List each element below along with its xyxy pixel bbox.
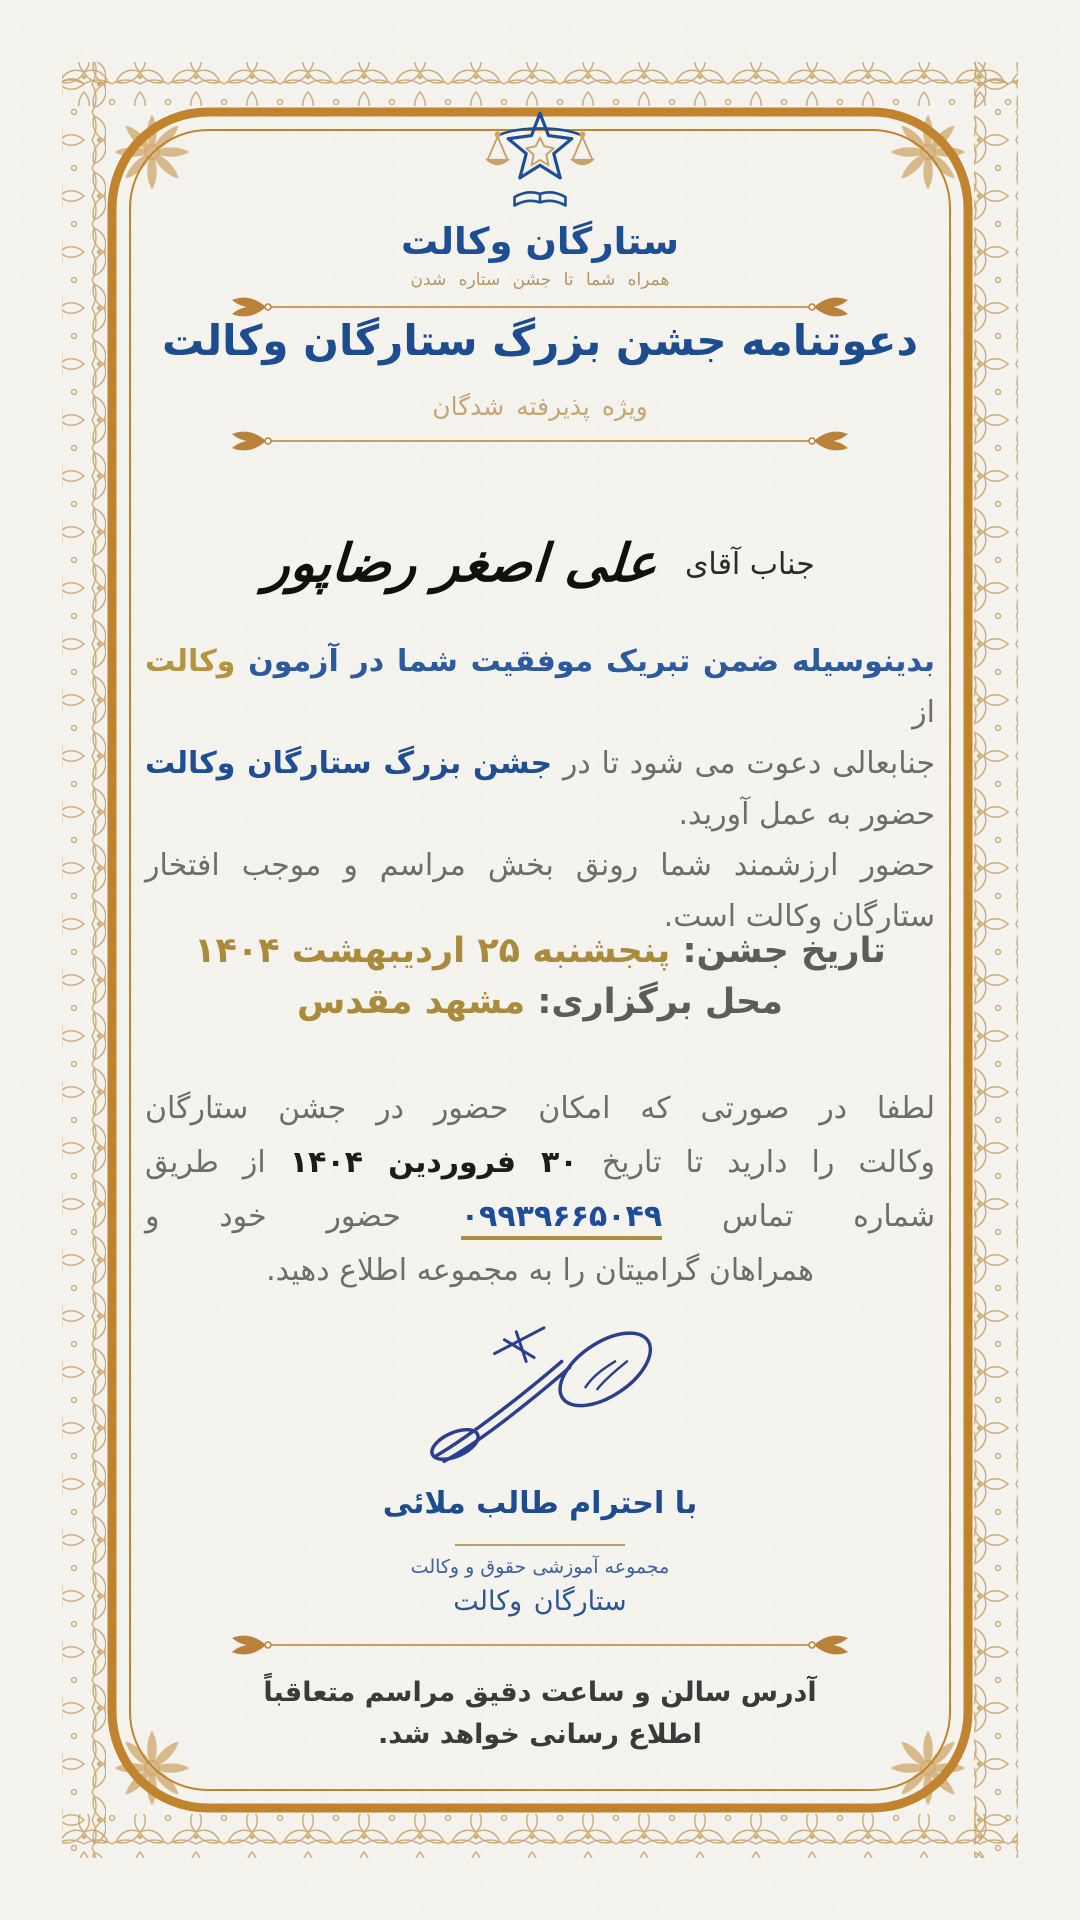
event-date-line — [0, 926, 1080, 977]
ornamental-divider-icon — [230, 426, 850, 456]
body-line — [145, 1082, 935, 1136]
event-venue-label: محل برگزاری: — [525, 982, 783, 1022]
left-scale-pan-icon — [485, 132, 510, 166]
contact-phone-number[interactable]: ۰۹۹۳۹۶۶۵۰۴۹ — [461, 1199, 662, 1240]
body-text: ستارگان وکالت است. — [663, 899, 935, 934]
footer-note-line: اطلاع رسانی خواهد شد. — [378, 1719, 702, 1750]
highlight-gold-text: وکالت — [145, 644, 236, 679]
body-line — [145, 1136, 935, 1190]
rsvp-paragraph — [145, 1082, 935, 1298]
body-text: حضور ارزشمند شما رونق بخش مراسم و موجب افتخار — [145, 848, 935, 883]
logo-container — [0, 108, 1080, 218]
footer-note-line: آدرس سالن و ساعت دقیق مراسم متعاقباً — [263, 1677, 817, 1708]
brand-tagline: همراه شما تا جشن ستاره شدن — [410, 270, 670, 290]
body-line — [145, 789, 935, 840]
body-line — [145, 636, 935, 738]
invitation-body-paragraph — [145, 636, 935, 942]
invitation-title: دعوتنامه جشن بزرگ ستارگان وکالت — [161, 316, 919, 365]
body-line — [145, 738, 935, 789]
body-text: از طریق — [145, 1145, 290, 1180]
event-details — [0, 926, 1080, 1028]
footer-note — [0, 1672, 1080, 1756]
handwritten-signature-image — [400, 1316, 680, 1484]
body-text: بدینوسیله ضمن تبریک موفقیت شما در آزمون — [235, 644, 935, 679]
recipient-salutation: جناب آقای — [684, 546, 815, 582]
organization-name: ستارگان وکالت — [453, 1586, 627, 1617]
body-text: از — [912, 695, 935, 730]
signoff-regards: با احترام طالب ملائی — [382, 1486, 698, 1521]
body-text: جنابعالی دعوت می شود تا در — [552, 746, 935, 781]
event-date-label: تاریخ جشن: — [670, 931, 886, 971]
audience-subtitle: ویژه پذیرفته شدگان — [432, 392, 648, 421]
body-text: حضور به عمل آورید. — [678, 797, 935, 832]
event-venue-line — [0, 977, 1080, 1028]
event-date-value: پنجشنبه ۲۵ اردیبهشت ۱۴۰۴ — [194, 931, 671, 971]
body-text: شماره تماس — [662, 1199, 935, 1234]
brand-name: ستارگان وکالت — [400, 220, 680, 263]
deadline-date: ۳۰ فروردین ۱۴۰۴ — [289, 1145, 578, 1180]
body-text: حضور خود و — [145, 1199, 461, 1234]
highlight-blue-text: جشن بزرگ ستارگان وکالت — [145, 746, 553, 781]
body-text: لطفا در صورتی که امکان حضور در جشن ستارگان — [145, 1091, 935, 1126]
body-text: وکالت را دارید تا تاریخ — [577, 1145, 935, 1180]
recipient-name: علی اصغر رضاپور — [263, 534, 660, 594]
recipient-row — [0, 508, 1080, 620]
open-book-icon — [515, 192, 566, 205]
body-line — [145, 1244, 935, 1298]
star-scales-logo-icon — [474, 108, 606, 214]
signoff-divider — [455, 1544, 625, 1546]
body-line — [145, 1190, 935, 1244]
event-venue-value: مشهد مقدس — [297, 982, 526, 1022]
right-scale-pan-icon — [570, 132, 595, 166]
ornamental-divider-icon — [230, 1630, 850, 1660]
organization-subtitle: مجموعه آموزشی حقوق و وکالت — [410, 1556, 670, 1578]
body-line — [145, 840, 935, 891]
signature-container — [0, 1316, 1080, 1488]
body-text: همراهان گرامیتان را به مجموعه اطلاع دهید. — [266, 1253, 814, 1288]
